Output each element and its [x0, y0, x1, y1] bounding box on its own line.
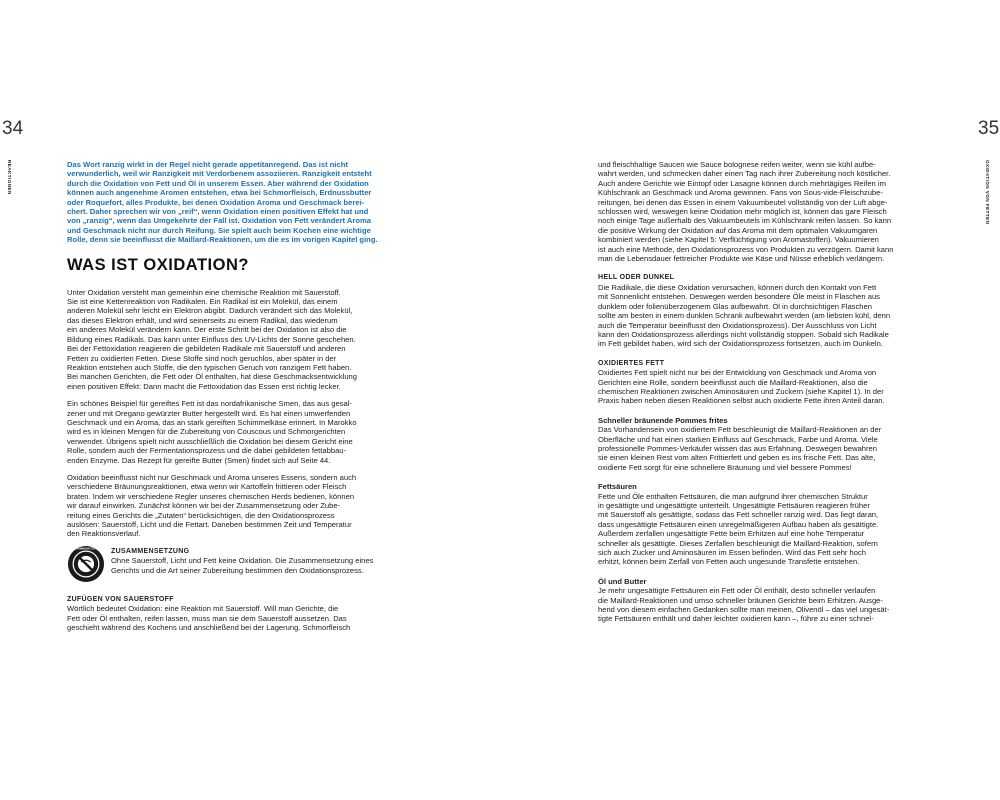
text-line: noch einige Tage außerhalb des Vakuumbeutels im Kühlschrank reifen lassen. So kann — [598, 216, 892, 226]
text-line: Bildung eines Radikals. Das kann unter Einfluss des UV-Lichts der Sonne geschehen. — [67, 334, 356, 344]
infobox-title: ZUSAMMENSETZUNG — [111, 547, 190, 555]
text-line: erhitzt, können beim Zerfall von Fetten auch ungesunde Transfette entstehen. — [598, 557, 860, 567]
text-line: Gerichten eine Rolle, sondern beeinflusst auch die Maillard-Reaktionen, also die — [598, 377, 868, 387]
body-paragraph-1 — [67, 288, 412, 391]
text-line: oder Roquefort, alles Produkte, bei denen Oxidation Aroma und Geschmack berei- — [67, 197, 365, 207]
text-line: ein anderes Molekül verändern kann. Der erste Schritt bei der Oxidation ist also die — [67, 325, 347, 335]
text-line: wird es in kleinen Mengen für die Zubereitung von Couscous und Schmorgerichten — [67, 427, 346, 437]
right-paragraph-1 — [598, 160, 943, 263]
intro-paragraph — [67, 160, 412, 245]
body-paragraph-2 — [67, 399, 412, 465]
text-line: ist auch eine Methode, den Oxidationsprozess von Produkten zu verzögern. Damit kann — [598, 244, 894, 254]
hell-paragraph — [598, 283, 943, 349]
text-line: durch die Oxidation von Fett und Öl in unserem Essen. Aber während der Oxidation — [67, 178, 369, 188]
section-heading: WAS IST OXIDATION? — [67, 255, 249, 274]
text-line: verschiedene Bräunungsreaktionen, etwa wenn wir Kartoffeln frittieren oder Fleisch — [67, 482, 347, 492]
text-line: enden Enzyme. Das Rezept für gereifte Butter (Smen) findet sich auf Seite 44. — [67, 455, 331, 465]
text-line: auch die Temperatur beeinflusst den Oxidationsprozess). Der Ausschluss von Licht — [598, 320, 877, 330]
text-line: tigte Fettsäuren enthält und daher leichter oxidieren kann –, führe zu einer schnel- — [598, 614, 874, 624]
text-line: Oxidation beeinflusst nicht nur Geschmack und Aroma unseres Essens, sondern auch — [67, 472, 357, 482]
text-line: Reaktion entstehen auch Stoffe, die den typischen Geruch von ranzigem Fett haben. — [67, 362, 352, 372]
text-line: das dieses Elektron erhält, und wird seinerseits zu einem Radikal, das wiederum — [67, 315, 338, 325]
text-line: Kühlschrank an Geschmack und Aroma gewinnen. Fans von Sous-vide-Fleischzube- — [598, 188, 883, 198]
oxfett-paragraph — [598, 368, 943, 406]
text-line: Fett oder Öl enthalten, reifen lassen, muss man sie dem Sauerstoff aussetzen. Das — [67, 613, 347, 623]
text-line: Geschmack und ein Aroma, das an stark gereiften Schimmelkäse erinnert. In Marokko — [67, 417, 357, 427]
text-line: hend von diesem einfachen Gedanken sollte man meinen, Olivenöl – das viel ungesät- — [598, 605, 890, 615]
text-line: Das Vorhandensein von oxidiertem Fett beschleunigt die Maillard-Reaktionen an der — [598, 425, 882, 435]
page-number-right: 35 — [978, 118, 1000, 139]
text-line: dunklem oder folienüberzogenem Glas aufbewahrt. Öl in durchsichtigen Flaschen — [598, 301, 872, 311]
subheading-oel-und-butter: Öl und Butter — [598, 576, 647, 586]
text-line: Rolle, sondern auch der Fermentationsprozess und die dabei gebildeten fettabbau- — [67, 446, 347, 456]
text-line: Ohne Sauerstoff, Licht und Fett keine Oxidation. Die Zusammensetzung eines — [111, 556, 374, 566]
text-line: kombiniert werden (siehe Kapitel 5: Verflüchtigung von Aromastoffen). Vakuumieren — [598, 235, 879, 245]
text-line: Je mehr ungesättigte Fettsäuren ein Fett oder Öl enthält, desto schneller verlaufen — [598, 586, 876, 596]
text-line: verwendet. Übrigens spielt nicht ausschließlich die Oxidation bei diesem Gericht eine — [67, 436, 353, 446]
text-line: professionelle Pommes-Verkäufer wissen das aus Erfahrung. Deswegen bewahren — [598, 443, 878, 453]
text-line: auslösen: Sauerstoff, Licht und die Fettart. Daneben bestimmen Zeit und Temperatur — [67, 520, 352, 529]
text-line: mit Sauerstoff als gesättigte, sodass das Fett schneller ranzig wird. Das liegt daran, — [598, 510, 879, 520]
text-line: Außerdem zerfallen ungesättigte Fette beim Erhitzen auf eine hohe Temperatur — [598, 529, 865, 539]
text-line: Bei manchen Gerichten, die Fett oder Öl enthalten, hat diese Geschmacksentwicklung — [67, 372, 357, 382]
text-line: Praxis haben neben diesen Reaktionen selbst auch oxidierte Fette ihren Anteil daran. — [598, 396, 885, 406]
text-line: chert. Daher sprechen wir von „reif“, wenn Oxidation einen positiven Effekt hat und — [67, 207, 369, 217]
text-line: verwunderlich, weil wir Ranzigkeit mit Verdorbenem assoziieren. Ranzigkeit entsteht — [67, 169, 372, 179]
text-line: sollte am besten in einem dunklen Schrank aufbewahrt werden (am liebsten kühl, denn — [598, 311, 891, 321]
text-line: Ein schönes Beispiel für gereiftes Fett ist das nordafrikanische Smen, das aus gesal- — [67, 399, 352, 409]
text-line: reitungen, bei denen das Essen in einem Vakuumbeutel vollständig von der Luft abge- — [598, 197, 888, 207]
text-line: Die Radikale, die diese Oxidation verursachen, können durch den Kontakt von Fett — [598, 282, 877, 292]
text-line: Fetten zu oxidierten Fetten. Diese Stoffe sind noch geruchlos, aber später in der — [67, 353, 337, 363]
infobox-zusammensetzung — [67, 547, 412, 587]
text-line: und Geschmack nicht nur durch Reifung. Sie spielt auch beim Kochen eine wichtige — [67, 225, 371, 235]
text-line: dass ungesättigte Fettsäuren einen unregelmäßigeren Aufbau haben als gesättigte. — [598, 519, 879, 529]
text-line: Fette und Öle enthalten Fettsäuren, die man aufgrund ihrer chemischen Struktur — [598, 491, 868, 501]
text-line: von „ranzig“, wenn das Umgekehrte der Fall ist. Oxidation von Fett verändert Aroma — [67, 216, 371, 226]
text-line: Oberfläche und hat einen starken Einfluss auf Geschmack, Farbe und Aroma. Viele — [598, 434, 878, 444]
text-line: Rolle, denn sie beeinflusst die Maillard-Reaktionen, um die es im vorigen Kapitel ging. — [67, 235, 378, 245]
text-line: wahrt werden, und schmecken daher einen Tag nach ihrer Zubereitung noch köstlicher. — [598, 169, 891, 179]
text-line: Das Wort ranzig wirkt in der Regel nicht gerade appetitanregend. Das ist nicht — [67, 160, 348, 169]
subheading-sauerstoff: ZUFÜGEN VON SAUERSTOFF — [67, 595, 174, 603]
running-head-left: REAKTIONEN — [7, 160, 12, 195]
text-line: und fleischhaltige Saucen wie Sauce bolognese reifen weiter, wenn sie kühl aufbe- — [598, 160, 876, 169]
text-line: die positive Wirkung der Oxidation auf das Aroma mit dem optimalen Vakuumgaren — [598, 225, 878, 235]
text-line: einen positiven Effekt: Dann macht die Fettoxidation das Essen erst richtig lecker. — [67, 381, 341, 391]
text-line: anderen Molekül sehr leicht ein Elektron abgibt. Dadurch verändert sich das Molekül, — [67, 306, 353, 316]
subheading-fettsaeuren: Fettsäuren — [598, 482, 637, 492]
subheading-oxidiertes-fett: OXIDIERTES FETT — [598, 359, 665, 367]
text-line: wir darauf einwirken. Zunächst können wir bei der Zusammensetzung oder Zube- — [67, 501, 341, 511]
text-line: sie einen kleinen Rest vom alten Frittierfett und geben es ins frische Fett. Das alte, — [598, 453, 876, 463]
infobox-text — [111, 556, 412, 575]
text-line: Gerichts und die Art seiner Zubereitung bestimmen den Oxidationsprozess. — [111, 565, 364, 575]
text-line: schneller als gesättigte. Dieses Zerfallen beschleunigt die Maillard-Reaktion, sofern — [598, 538, 878, 548]
oel-paragraph — [598, 586, 943, 624]
text-line: Wörtlich bedeutet Oxidation: eine Reaktion mit Sauerstoff. Will man Gerichte, die — [67, 604, 339, 614]
text-line: im Fett gebildet haben, wird sich der Oxidationsprozess fortsetzen, auch im Dunkeln. — [598, 339, 883, 349]
text-line: können auch angenehme Aromen entstehen, etwa bei Schmorfleisch, Erdnussbutter — [67, 188, 372, 198]
text-line: zener und mit Oregano gewürzter Butter hergestellt wird. Es hat einen umwerfenden — [67, 408, 351, 418]
running-head-right: OXIDATION VON FETTEN — [985, 160, 990, 225]
body-paragraph-3 — [67, 473, 412, 539]
text-line: die Maillard-Reaktionen und umso schneller bräunen Gerichte beim Erhitzen. Ausge- — [598, 595, 883, 605]
subheading-hell-oder-dunkel: HELL ODER DUNKEL — [598, 274, 675, 282]
text-line: Oxidiertes Fett spielt nicht nur bei der Entwicklung von Geschmack und Aroma von — [598, 368, 877, 378]
subheading-pommes: Schneller bräunende Pommes frites — [598, 415, 728, 425]
text-line: man die Lebensdauer fettreicher Produkte wie Käse und Nüsse erheblich verlängern. — [598, 254, 885, 264]
pommes-paragraph — [598, 425, 943, 472]
right-column — [598, 160, 943, 632]
text-line: Sie ist eine Kettenreaktion von Radikalen. Ein Radikal ist ein Molekül, das einem — [67, 297, 338, 307]
text-line: chemischen Reaktionen zwischen Aminosäuren und Zuckern (siehe Kapitel 1). In der — [598, 386, 884, 396]
text-line: Auch andere Gerichte wie Eintopf oder Lasagne können durch mehrtägiges Reifen im — [598, 178, 886, 188]
text-line: Bei der Fettoxidation reagieren die gebildeten Radikale mit Sauerstoff und anderen — [67, 344, 346, 354]
text-line: in gesättigte und ungesättigte unterteilt. Ungesättigte Fettsäuren reagieren früher — [598, 501, 870, 510]
text-line: den Reaktionsverlauf. — [67, 529, 141, 539]
text-line: oxidierte Fett sorgt für eine schnellere Bräunung und viel bessere Pommes! — [598, 462, 852, 472]
page-number-left: 34 — [2, 118, 24, 139]
text-line: Unter Oxidation versteht man gemeinhin eine chemische Reaktion mit Sauerstoff. — [67, 287, 341, 297]
text-line: mit Sonnenlicht entstehen. Deswegen werden besondere Öle meist in Flaschen aus — [598, 292, 880, 302]
body-paragraph-sauerstoff — [67, 604, 412, 632]
left-column — [67, 160, 412, 640]
text-line: kann den Oxidationsprozess allerdings nicht vollständig stoppen. Sobald sich Radikale — [598, 329, 889, 339]
fettsaeuren-paragraph — [598, 492, 943, 567]
zusammensetzung-badge-icon — [67, 545, 105, 583]
text-line: schlossen wird, weswegen keine Oxidation mehr möglich ist, können das gare Fleisch — [598, 207, 887, 217]
text-line: reitung eines Gerichts die „Zutaten“ berücksichtigen, die den Oxidationsprozess — [67, 510, 335, 520]
text-line: geschieht während des Kochens und anschließend bei der Lagerung. Schmorfleisch — [67, 623, 351, 633]
text-line: sich auch Zucker und Aminosäuren im Essen befinden. Wird das Fett sehr hoch — [598, 548, 867, 558]
badge-text: ZUSAMMENSETZUNG — [73, 547, 99, 551]
text-line: braten. Indem wir verschiedene Regler unseres chemischen Herds bedienen, können — [67, 491, 355, 501]
